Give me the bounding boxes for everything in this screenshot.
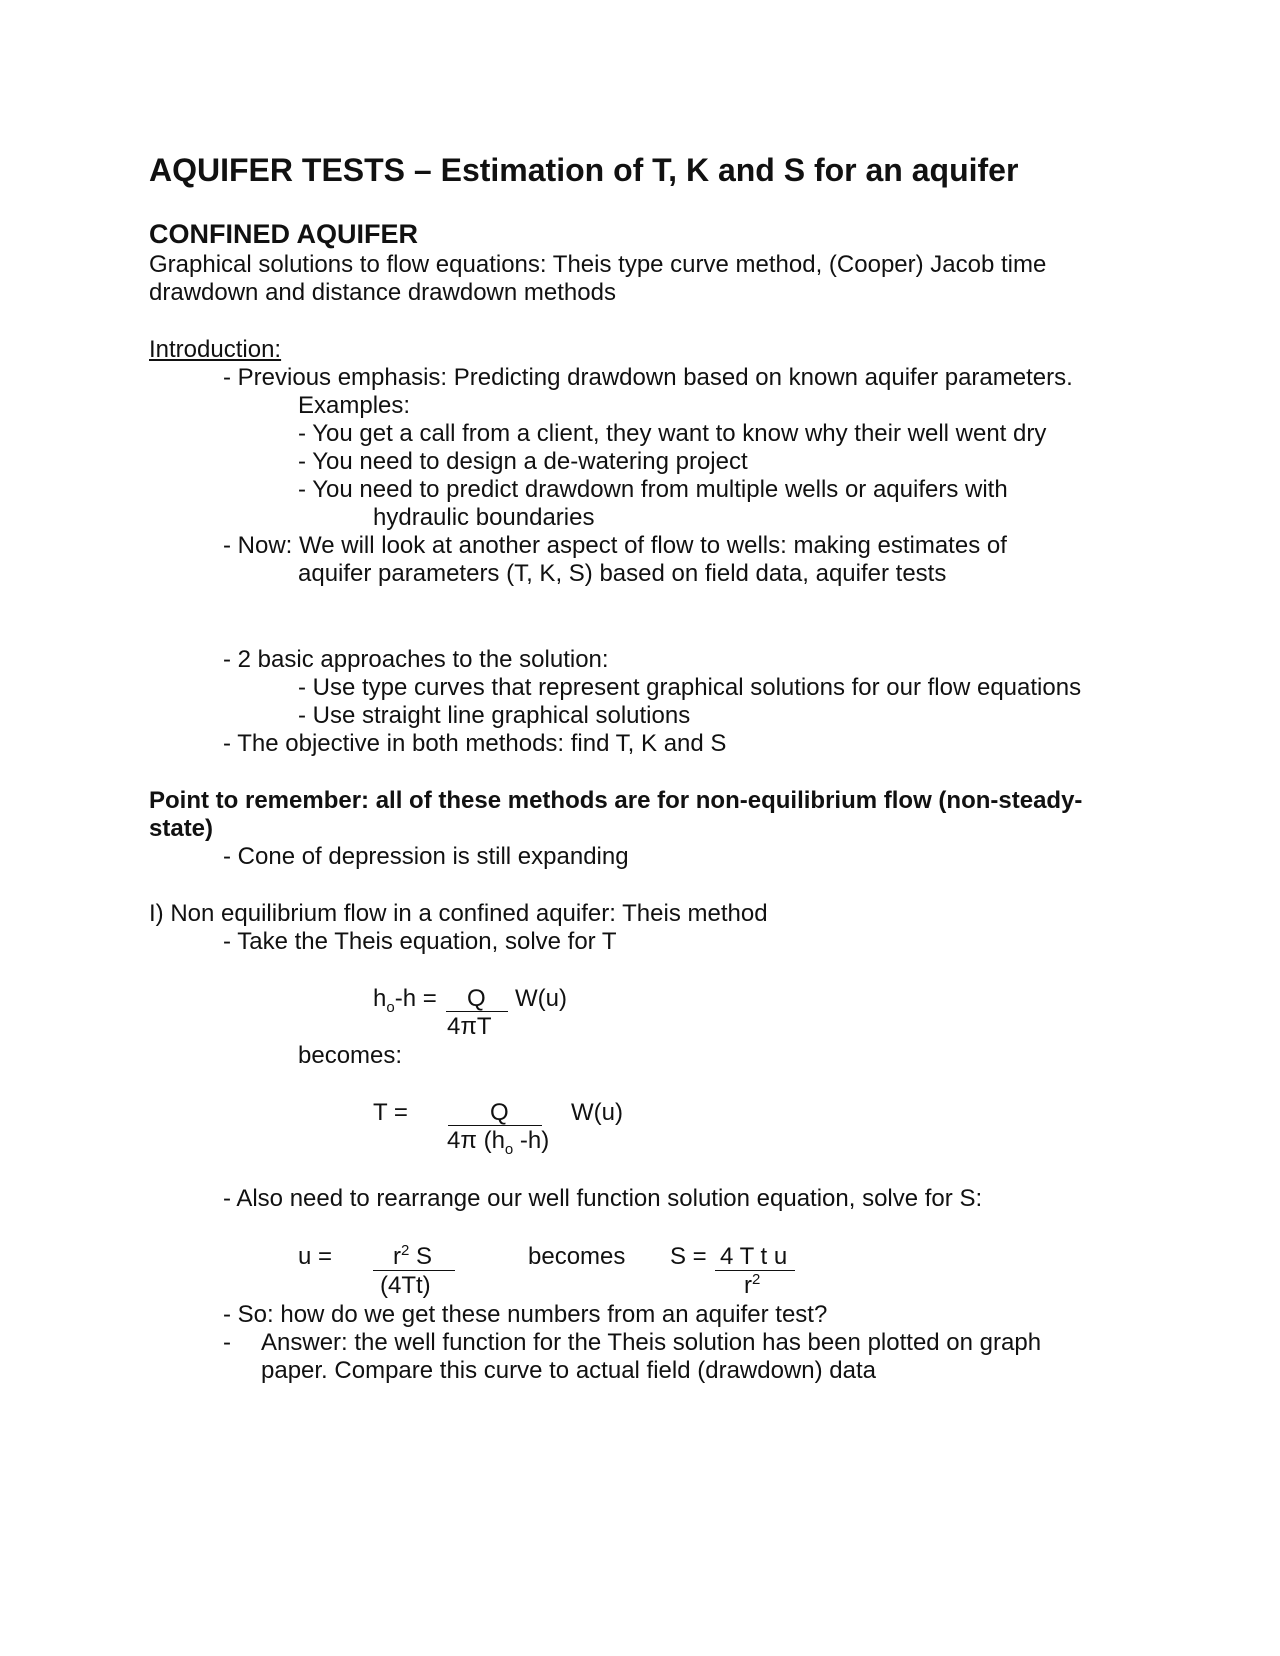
subtitle-line-1: Graphical solutions to flow equations: Theis type curve method, (Cooper) Jacob time	[149, 251, 1047, 278]
theis-take: - Take the Theis equation, solve for T	[223, 928, 617, 955]
equation-2-wu: W(u)	[571, 1099, 623, 1126]
intro-examples-label: Examples:	[298, 392, 411, 419]
intro-example-3b: hydraulic boundaries	[373, 504, 595, 531]
intro-example-2: - You need to design a de-watering project	[298, 448, 748, 475]
equation-1-lhs: $h_o-h$ =	[373, 985, 437, 1016]
equation-1-denominator: 4πT	[447, 1013, 492, 1040]
becomes-label-2: becomes	[528, 1243, 626, 1270]
intro-previous: - Previous emphasis: Predicting drawdown based on known aquifer parameters.	[223, 364, 1073, 391]
equation-3-lhs: u =	[298, 1243, 333, 1270]
approach-2: - Use straight line graphical solutions	[298, 702, 691, 729]
equation-1-numerator: Q	[467, 985, 486, 1012]
page-title: AQUIFER TESTS – Estimation of T, K and S for an aquifer	[149, 152, 1019, 188]
point-line-1: Point to remember: all of these methods are for non-equilibrium flow (non-steady-	[149, 787, 1083, 814]
equation-3-fraction-bar	[373, 1270, 455, 1271]
equation-1-fraction-bar	[446, 1011, 508, 1012]
equation-2-numerator: Q	[490, 1099, 509, 1126]
approach-1: - Use type curves that represent graphical solutions for our flow equations	[298, 674, 1082, 701]
so-line: - So: how do we get these numbers from an aquifer test?	[223, 1301, 828, 1328]
equation-4-numerator: 4 T t u	[720, 1243, 788, 1270]
intro-example-3a: - You need to predict drawdown from multiple wells or aquifers with	[298, 476, 1008, 503]
intro-now-b: aquifer parameters (T, K, S) based on field data, aquifer tests	[298, 560, 947, 587]
equation-3-denominator: (4Tt)	[380, 1272, 431, 1299]
equation-2-fraction-bar	[448, 1125, 542, 1126]
answer-line-1: Answer: the well function for the Theis solution has been plotted on graph	[261, 1329, 1042, 1356]
equation-4-lhs: S =	[670, 1243, 707, 1270]
equation-4-denominator: $r^2$	[744, 1271, 761, 1299]
approaches-objective: - The objective in both methods: find T, K and S	[223, 730, 727, 757]
equation-2-denominator: 4π ($h_o$ -h)	[447, 1127, 550, 1158]
becomes-label-1: becomes:	[298, 1042, 403, 1069]
rearrange-line: - Also need to rearrange our well function solution equation, solve for S:	[223, 1185, 983, 1212]
intro-example-1: - You get a call from a client, they want to know why their well went dry	[298, 420, 1047, 447]
subtitle-line-2: drawdown and distance drawdown methods	[149, 279, 616, 306]
point-cone: - Cone of depression is still expanding	[223, 843, 629, 870]
equation-2-lhs: T =	[373, 1099, 408, 1126]
answer-dash: -	[223, 1329, 231, 1356]
section-heading: CONFINED AQUIFER	[149, 219, 418, 249]
theis-heading: I) Non equilibrium flow in a confined aquifer: Theis method	[149, 900, 768, 927]
approaches-line: - 2 basic approaches to the solution:	[223, 646, 609, 673]
answer-line-2: paper. Compare this curve to actual field (drawdown) data	[261, 1357, 876, 1384]
equation-3-numerator: $r^2$ S	[393, 1242, 433, 1270]
point-line-2: state)	[149, 815, 214, 842]
intro-heading: Introduction:	[149, 336, 282, 363]
intro-now-a: - Now: We will look at another aspect of flow to wells: making estimates of	[223, 532, 1007, 559]
equation-1-wu: W(u)	[515, 985, 567, 1012]
